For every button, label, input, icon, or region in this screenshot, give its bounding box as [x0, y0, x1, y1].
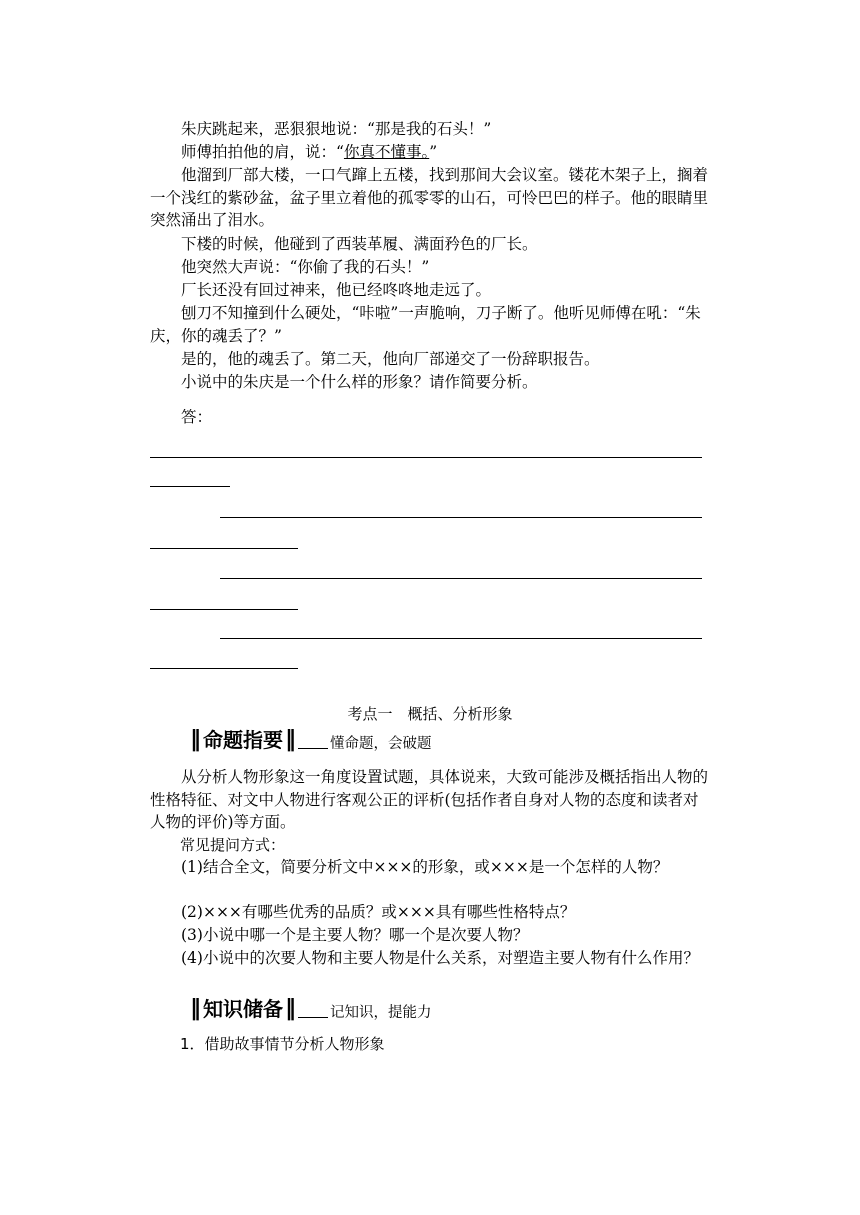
story-paragraph: 是的，他的魂丢了。第二天，他向厂部递交了一份辞职报告。 — [181, 350, 600, 368]
section-header-zhishi — [190, 996, 432, 1022]
answer-line[interactable] — [220, 517, 702, 518]
story-paragraph: 刨刀不知撞到什么硬处，“咔啦”一声脆响，刀子断了。他听见师傅在吼：“朱庆，你的魂丢了？” — [150, 304, 701, 345]
knowledge-item: 1．借助故事情节分析人物形象 — [180, 1035, 385, 1053]
story-paragraph: 他突然大声说：“你偷了我的石头！” — [181, 258, 430, 276]
answer-line[interactable] — [220, 638, 702, 639]
answer-line[interactable] — [150, 457, 702, 458]
story-paragraph: 厂长还没有回过神来，他已经咚咚地走远了。 — [181, 281, 492, 299]
bar-mark: ‖ — [190, 996, 201, 1021]
text-span: 师傅拍拍他的肩，说：“ — [181, 143, 344, 161]
way-item: (4)小说中的次要人物和主要人物是什么关系，对塑造主要人物有什么作用？ — [181, 949, 699, 967]
bar-mark: ‖ — [190, 727, 201, 752]
bar-mark: ‖ — [285, 727, 296, 752]
answer-line[interactable] — [150, 609, 298, 610]
answer-line[interactable] — [150, 668, 298, 669]
section-header-title: 命题指要 — [203, 728, 283, 752]
bar-mark: ‖ — [285, 996, 296, 1021]
answer-label: 答： — [181, 408, 213, 426]
story-paragraph: 朱庆跳起来，恶狠狠地说：“那是我的石头！” — [181, 120, 492, 138]
way-item: (3)小说中哪一个是主要人物？哪一个是次要人物？ — [181, 926, 529, 944]
text-span: ” — [429, 143, 438, 161]
ways-label: 常见提问方式： — [180, 836, 286, 854]
story-paragraph: 下楼的时候，他碰到了西装革履、满面矜色的厂长。 — [181, 235, 538, 253]
section-header-subtitle: 记知识，提能力 — [298, 1004, 432, 1022]
way-item: (2)×××有哪些优秀的品质？或×××具有哪些性格特点？ — [181, 903, 576, 921]
answer-line[interactable] — [220, 578, 702, 579]
answer-line[interactable] — [150, 548, 298, 549]
answer-line[interactable] — [150, 486, 230, 487]
way-item: (1)结合全文，简要分析文中×××的形象，或×××是一个怎样的人物？ — [181, 858, 669, 876]
intro-paragraph: 从分析人物形象这一角度设置试题，具体说来，大致可能涉及概括指出人物的性格特征、对文中人物进行客观公正的评析(包括作者自身对人物的态度和读者对人物的评价)等方面。 — [150, 768, 709, 831]
story-paragraph: 他溜到厂部大楼，一口气蹿上五楼，找到那间大会议室。镂花木架子上，搁着一个浅红的紫砂盆，盆子里立着他的孤零零的山石，可怜巴巴的样子。他的眼睛里突然涌出了泪水。 — [150, 166, 709, 229]
section-header-mingti — [190, 727, 432, 753]
section-header-title: 知识储备 — [203, 997, 283, 1021]
underlined-quote: 你真不懂事。 — [343, 143, 430, 161]
section-header-subtitle: 懂命题，会破题 — [298, 735, 432, 753]
section-title: 考点一 概括、分析形象 — [347, 705, 513, 723]
story-paragraph — [150, 141, 710, 164]
question-text: 小说中的朱庆是一个什么样的形象？请作简要分析。 — [181, 373, 538, 391]
